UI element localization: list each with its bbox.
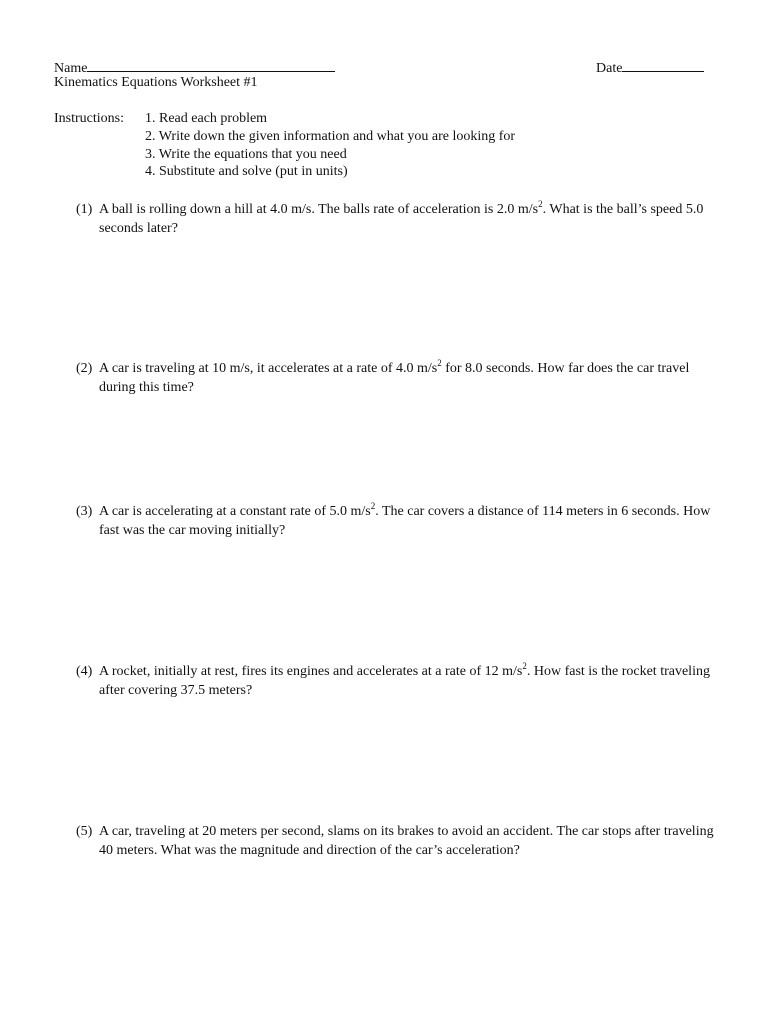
instructions-label: Instructions: <box>54 111 124 126</box>
problem-text-part: A ball is rolling down a hill at 4.0 m/s. The balls rate of acceleration is 2.0 m/s <box>99 202 539 217</box>
superscript: 2 <box>437 358 442 368</box>
problem-number: (4) <box>76 664 93 679</box>
date-blank-line <box>622 57 704 72</box>
worksheet-title: Kinematics Equations Worksheet #1 <box>54 75 258 90</box>
problem-number: (1) <box>76 202 93 217</box>
problem-text <box>99 360 714 397</box>
problem-text <box>99 823 714 860</box>
problem-text <box>99 201 714 238</box>
problem-number: (5) <box>76 824 93 839</box>
problem-text-part: A car is traveling at 10 m/s, it accelerates at a rate of 4.0 m/s <box>99 361 438 376</box>
instruction-item-2: 2. Write down the given information and what you are looking for <box>145 129 516 144</box>
instruction-item-1: 1. Read each problem <box>145 111 268 126</box>
instruction-item-3: 3. Write the equations that you need <box>145 147 347 162</box>
problem-number: (2) <box>76 361 93 376</box>
problem-text-part: A car is accelerating at a constant rate of 5.0 m/s <box>99 504 371 519</box>
problem-text <box>99 503 714 540</box>
superscript: 2 <box>538 199 543 209</box>
problem-text-part: A rocket, initially at rest, fires its engines and accelerates at a rate of 12 m/s <box>99 664 523 679</box>
problem-text-part: . How fast is the rocket traveling after covering 37.5 meters? <box>99 664 710 698</box>
date-field <box>596 57 704 78</box>
problem-number: (3) <box>76 504 93 519</box>
problem-text-part: . The car covers a distance of 114 meters in 6 seconds. How fast was the car moving initially? <box>99 504 711 538</box>
superscript: 2 <box>370 501 376 511</box>
date-label: Date <box>596 61 623 76</box>
name-label: Name <box>54 61 88 76</box>
problem-text-part: . What is the ball’s speed 5.0 seconds later? <box>99 202 704 236</box>
problem-text <box>99 663 714 700</box>
problem-text-part: A car, traveling at 20 meters per second, slams on its brakes to avoid an accident. The car stops after traveling 40 meters. What was the magnitude and direction of the car’s acceleration? <box>99 824 714 858</box>
name-blank-line <box>87 57 335 72</box>
superscript: 2 <box>522 661 527 671</box>
instruction-item-4: 4. Substitute and solve (put in units) <box>145 164 348 179</box>
problem-text-part: for 8.0 seconds. How far does the car travel during this time? <box>99 361 690 395</box>
